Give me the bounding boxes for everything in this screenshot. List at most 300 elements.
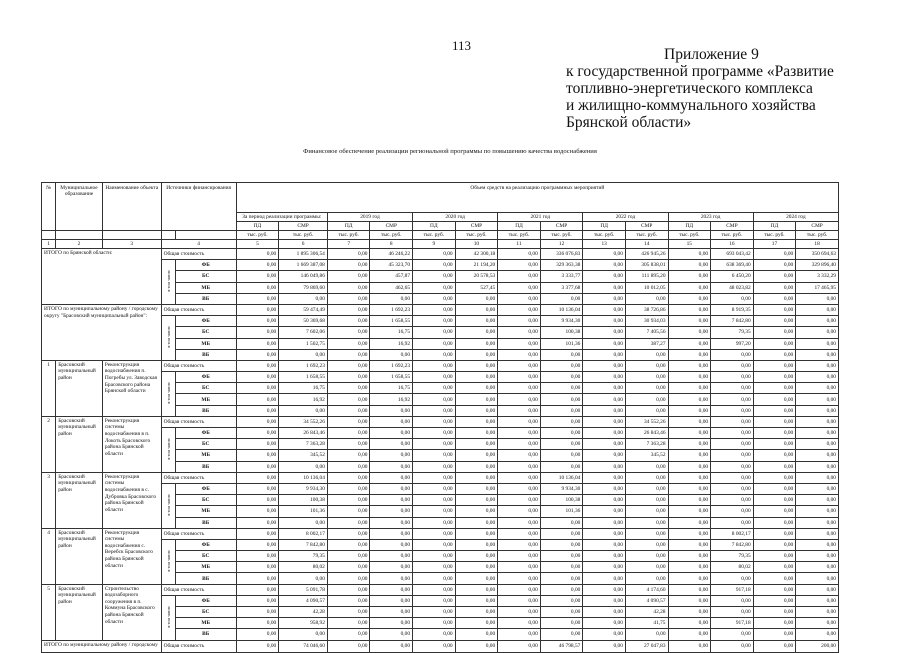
amount-cell: 0,00 bbox=[413, 416, 456, 427]
amount-cell: 0,00 bbox=[753, 372, 796, 383]
amount-cell: 0,00 bbox=[753, 271, 796, 282]
municipality-cell: Брасовский муниципальный район bbox=[56, 416, 103, 472]
amount-cell: 0,00 bbox=[236, 439, 279, 450]
source-total-cell: Общая стоимость bbox=[161, 360, 236, 371]
amount-cell: 0,00 bbox=[327, 461, 370, 472]
amount-cell: 0,00 bbox=[413, 249, 456, 260]
amount-cell: 0,00 bbox=[753, 517, 796, 528]
amount-cell: 0,00 bbox=[413, 483, 456, 494]
amount-cell: 0,00 bbox=[413, 271, 456, 282]
amount-cell: 0,00 bbox=[370, 595, 413, 606]
municipality-cell: Брасовский муниципальный район bbox=[56, 584, 103, 640]
unit-header: тыс. руб. bbox=[668, 231, 711, 240]
amount-cell: 336 076,83 bbox=[540, 249, 583, 260]
amount-cell: 305 838,01 bbox=[625, 260, 668, 271]
amount-cell: 0,00 bbox=[711, 495, 754, 506]
col-object-header: Наименование объекта bbox=[102, 183, 161, 231]
amount-cell: 0,00 bbox=[413, 562, 456, 573]
column-number: 14 bbox=[625, 240, 668, 249]
amount-cell: 0,00 bbox=[236, 461, 279, 472]
amount-cell: 0,00 bbox=[583, 293, 626, 304]
table-row bbox=[42, 416, 839, 427]
column-number: 15 bbox=[668, 240, 711, 249]
amount-cell: 0,00 bbox=[279, 461, 328, 472]
amount-cell: 0,00 bbox=[796, 618, 839, 629]
amount-cell: 0,00 bbox=[625, 461, 668, 472]
page-number: 113 bbox=[452, 38, 472, 53]
source-cell: МБ bbox=[175, 618, 236, 629]
including-label bbox=[161, 372, 175, 417]
amount-cell: 0,00 bbox=[540, 372, 583, 383]
column-number: 8 bbox=[370, 240, 413, 249]
amount-cell: 0,00 bbox=[540, 551, 583, 562]
amount-cell: 0,00 bbox=[327, 439, 370, 450]
amount-cell: 0,00 bbox=[753, 327, 796, 338]
including-text: в том числе bbox=[165, 549, 171, 572]
amount-cell: 0,00 bbox=[668, 629, 711, 640]
table-header bbox=[42, 183, 839, 249]
amount-cell: 0,00 bbox=[583, 428, 626, 439]
amount-cell: 0,00 bbox=[370, 428, 413, 439]
amount-cell: 0,00 bbox=[583, 282, 626, 293]
amount-cell: 0,00 bbox=[540, 618, 583, 629]
amount-cell: 0,00 bbox=[498, 282, 541, 293]
amount-cell: 38 726,86 bbox=[625, 304, 668, 315]
table-row bbox=[42, 595, 839, 606]
amount-cell: 7 602,06 bbox=[279, 327, 328, 338]
amount-cell: 0,00 bbox=[583, 595, 626, 606]
amount-cell: 0,00 bbox=[413, 629, 456, 640]
amount-cell: 0,00 bbox=[498, 640, 541, 652]
amount-cell: 0,00 bbox=[455, 584, 498, 595]
amount-cell: 0,00 bbox=[668, 539, 711, 550]
amount-cell: 0,00 bbox=[583, 327, 626, 338]
amount-cell: 0,00 bbox=[668, 260, 711, 271]
source-cell: ФБ bbox=[175, 372, 236, 383]
amount-cell: 329 896,40 bbox=[796, 260, 839, 271]
amount-cell: 8 002,17 bbox=[711, 528, 754, 539]
amount-cell: 0,00 bbox=[455, 472, 498, 483]
municipality-cell: Брасовский муниципальный район bbox=[56, 528, 103, 584]
amount-cell: 100,38 bbox=[540, 495, 583, 506]
amount-cell: 0,00 bbox=[668, 551, 711, 562]
amount-cell: 7 363,28 bbox=[279, 439, 328, 450]
amount-cell: 0,00 bbox=[498, 595, 541, 606]
including-text: в том числе bbox=[165, 270, 171, 292]
col-num-header: № bbox=[42, 183, 56, 231]
amount-cell: 0,00 bbox=[583, 349, 626, 360]
amount-cell: 0,00 bbox=[327, 573, 370, 584]
amount-cell: 0,00 bbox=[455, 360, 498, 371]
amount-cell: 0,00 bbox=[498, 405, 541, 416]
amount-cell: 0,00 bbox=[498, 551, 541, 562]
amount-cell: 9 934,30 bbox=[540, 483, 583, 494]
table-row bbox=[42, 539, 839, 550]
including-label bbox=[161, 260, 175, 305]
amount-cell: 0,00 bbox=[498, 539, 541, 550]
amount-cell: 0,00 bbox=[236, 584, 279, 595]
amount-cell: 0,00 bbox=[625, 562, 668, 573]
amount-cell: 0,00 bbox=[583, 539, 626, 550]
amount-cell: 0,00 bbox=[711, 372, 754, 383]
amount-cell: 0,00 bbox=[370, 618, 413, 629]
amount-cell: 457,87 bbox=[370, 271, 413, 282]
amount-cell: 0,00 bbox=[327, 360, 370, 371]
blank-header-cell bbox=[161, 231, 175, 240]
column-number: 12 bbox=[540, 240, 583, 249]
unit-header: тыс. руб. bbox=[498, 231, 541, 240]
amount-cell: 0,00 bbox=[540, 528, 583, 539]
amount-cell: 0,00 bbox=[498, 260, 541, 271]
amount-cell: 10 136,04 bbox=[279, 472, 328, 483]
object-cell: Строительство водозаборного сооружения в п. Коммуна Брасовского района Брянской области bbox=[102, 584, 161, 640]
amount-cell: 0,00 bbox=[711, 428, 754, 439]
amount-cell: 0,00 bbox=[753, 428, 796, 439]
amount-cell: 6 450,20 bbox=[711, 271, 754, 282]
amount-cell: 0,00 bbox=[540, 461, 583, 472]
amount-cell: 0,00 bbox=[668, 249, 711, 260]
amount-cell: 0,00 bbox=[327, 506, 370, 517]
amount-cell: 0,00 bbox=[455, 461, 498, 472]
amount-cell: 0,00 bbox=[327, 249, 370, 260]
amount-cell: 0,00 bbox=[540, 595, 583, 606]
amount-cell: 0,00 bbox=[236, 640, 279, 652]
amount-cell: 0,00 bbox=[498, 517, 541, 528]
amount-cell: 16,75 bbox=[370, 327, 413, 338]
source-cell: БС bbox=[175, 551, 236, 562]
amount-cell: 4 090,57 bbox=[279, 595, 328, 606]
amount-cell: 0,00 bbox=[236, 483, 279, 494]
amount-cell: 0,00 bbox=[583, 607, 626, 618]
amount-cell: 0,00 bbox=[583, 439, 626, 450]
amount-cell: 0,00 bbox=[236, 293, 279, 304]
pd-header: ПД bbox=[753, 222, 796, 231]
year-header: 2021 год bbox=[498, 213, 583, 222]
amount-cell: 0,00 bbox=[625, 573, 668, 584]
amount-cell: 0,00 bbox=[711, 595, 754, 606]
amount-cell: 16,92 bbox=[279, 394, 328, 405]
group-total-label: ИТОГО по муниципальному району / городскому bbox=[42, 640, 162, 652]
amount-cell: 79,35 bbox=[711, 551, 754, 562]
amount-cell: 1 502,75 bbox=[279, 338, 328, 349]
amount-cell: 958,92 bbox=[279, 618, 328, 629]
amount-cell: 7 405,56 bbox=[625, 327, 668, 338]
amount-cell: 0,00 bbox=[668, 360, 711, 371]
amount-cell: 0,00 bbox=[455, 293, 498, 304]
amount-cell: 0,00 bbox=[236, 495, 279, 506]
amount-cell: 0,00 bbox=[327, 338, 370, 349]
amount-cell: 0,00 bbox=[236, 338, 279, 349]
amount-cell: 0,00 bbox=[236, 562, 279, 573]
amount-cell: 0,00 bbox=[279, 405, 328, 416]
unit-header: тыс. руб. bbox=[413, 231, 456, 240]
amount-cell: 0,00 bbox=[236, 595, 279, 606]
source-cell: БС bbox=[175, 327, 236, 338]
row-number: 2 bbox=[42, 416, 56, 472]
amount-cell: 0,00 bbox=[413, 506, 456, 517]
amount-cell: 0,00 bbox=[540, 584, 583, 595]
source-cell: ВБ bbox=[175, 573, 236, 584]
table-row bbox=[42, 640, 839, 652]
amount-cell: 0,00 bbox=[540, 428, 583, 439]
amount-cell: 350 694,63 bbox=[796, 249, 839, 260]
amount-cell: 0,00 bbox=[668, 483, 711, 494]
including-label bbox=[161, 428, 175, 473]
amount-cell: 0,00 bbox=[498, 372, 541, 383]
amount-cell: 0,00 bbox=[370, 562, 413, 573]
table-row bbox=[42, 472, 839, 483]
amount-cell: 0,00 bbox=[796, 629, 839, 640]
amount-cell: 0,00 bbox=[583, 517, 626, 528]
amount-cell: 0,00 bbox=[796, 562, 839, 573]
amount-cell: 0,00 bbox=[583, 551, 626, 562]
unit-header: тыс. руб. bbox=[279, 231, 328, 240]
source-cell: ФБ bbox=[175, 595, 236, 606]
amount-cell: 7 842,80 bbox=[279, 539, 328, 550]
amount-cell: 10 012,05 bbox=[625, 282, 668, 293]
amount-cell: 34 552,26 bbox=[279, 416, 328, 427]
source-cell: МБ bbox=[175, 450, 236, 461]
amount-cell: 0,00 bbox=[668, 618, 711, 629]
amount-cell: 4 090,57 bbox=[625, 595, 668, 606]
smr-header: СМР bbox=[540, 222, 583, 231]
amount-cell: 0,00 bbox=[625, 472, 668, 483]
amount-cell: 0,00 bbox=[711, 607, 754, 618]
amount-cell: 0,00 bbox=[455, 539, 498, 550]
amount-cell: 0,00 bbox=[236, 249, 279, 260]
source-cell: БС bbox=[175, 383, 236, 394]
amount-cell: 0,00 bbox=[327, 450, 370, 461]
amount-cell: 0,00 bbox=[413, 372, 456, 383]
amount-cell: 345,52 bbox=[625, 450, 668, 461]
amount-cell: 0,00 bbox=[668, 461, 711, 472]
amount-cell: 9 934,30 bbox=[279, 483, 328, 494]
amount-cell: 0,00 bbox=[668, 383, 711, 394]
column-number: 17 bbox=[753, 240, 796, 249]
amount-cell: 0,00 bbox=[455, 439, 498, 450]
source-total-cell: Общая стоимость bbox=[161, 528, 236, 539]
amount-cell: 0,00 bbox=[753, 405, 796, 416]
amount-cell: 0,00 bbox=[668, 304, 711, 315]
amount-cell: 0,00 bbox=[796, 483, 839, 494]
amount-cell: 0,00 bbox=[455, 573, 498, 584]
appendix-line: топливно-энергетического комплекса bbox=[566, 80, 813, 97]
appendix-line: Брянской области» bbox=[566, 114, 692, 131]
source-cell: ФБ bbox=[175, 539, 236, 550]
amount-cell: 0,00 bbox=[327, 629, 370, 640]
amount-cell: 0,00 bbox=[796, 461, 839, 472]
col-sources-header: Источники финансирования bbox=[161, 183, 236, 231]
amount-cell: 0,00 bbox=[370, 416, 413, 427]
amount-cell: 0,00 bbox=[753, 293, 796, 304]
amount-cell: 0,00 bbox=[796, 372, 839, 383]
amount-cell: 0,00 bbox=[583, 562, 626, 573]
amount-cell: 0,00 bbox=[498, 483, 541, 494]
amount-cell: 41,75 bbox=[625, 618, 668, 629]
column-number: 11 bbox=[498, 240, 541, 249]
amount-cell: 0,00 bbox=[753, 629, 796, 640]
amount-cell: 0,00 bbox=[413, 618, 456, 629]
amount-cell: 0,00 bbox=[413, 293, 456, 304]
amount-cell: 0,00 bbox=[236, 506, 279, 517]
table-row bbox=[42, 428, 839, 439]
including-text: в том числе bbox=[165, 438, 171, 460]
municipality-cell: Брасовский муниципальный район bbox=[56, 360, 103, 416]
amount-cell: 0,00 bbox=[711, 450, 754, 461]
amount-cell: 0,00 bbox=[583, 260, 626, 271]
amount-cell: 0,00 bbox=[625, 293, 668, 304]
amount-cell: 0,00 bbox=[455, 528, 498, 539]
source-cell: ФБ bbox=[175, 483, 236, 494]
amount-cell: 0,00 bbox=[711, 360, 754, 371]
amount-cell: 0,00 bbox=[540, 416, 583, 427]
amount-cell: 200,00 bbox=[796, 640, 839, 652]
source-cell: БС bbox=[175, 495, 236, 506]
amount-cell: 1 692,23 bbox=[279, 360, 328, 371]
amount-cell: 0,00 bbox=[540, 629, 583, 640]
amount-cell: 0,00 bbox=[711, 517, 754, 528]
amount-cell: 0,00 bbox=[796, 327, 839, 338]
amount-cell: 0,00 bbox=[583, 472, 626, 483]
amount-cell: 101,36 bbox=[540, 506, 583, 517]
source-cell: ФБ bbox=[175, 316, 236, 327]
amount-cell: 0,00 bbox=[236, 539, 279, 550]
amount-cell: 3 333,77 bbox=[540, 271, 583, 282]
amount-cell: 0,00 bbox=[327, 551, 370, 562]
amount-cell: 0,00 bbox=[236, 607, 279, 618]
amount-cell: 42,28 bbox=[625, 607, 668, 618]
amount-cell: 0,00 bbox=[236, 383, 279, 394]
amount-cell: 0,00 bbox=[455, 517, 498, 528]
object-cell: Реконструкция системы водоснабжения в п. Локоть Брасовского района Брянской области bbox=[102, 416, 161, 472]
amount-cell: 16,75 bbox=[279, 383, 328, 394]
smr-header: СМР bbox=[370, 222, 413, 231]
amount-cell: 0,00 bbox=[583, 304, 626, 315]
column-number: 16 bbox=[711, 240, 754, 249]
table-body bbox=[42, 249, 839, 653]
amount-cell: 0,00 bbox=[796, 405, 839, 416]
amount-cell: 0,00 bbox=[498, 360, 541, 371]
amount-cell: 16,92 bbox=[370, 338, 413, 349]
source-cell: БС bbox=[175, 439, 236, 450]
amount-cell: 0,00 bbox=[583, 450, 626, 461]
amount-cell: 0,00 bbox=[498, 562, 541, 573]
amount-cell: 0,00 bbox=[796, 607, 839, 618]
amount-cell: 0,00 bbox=[327, 618, 370, 629]
amount-cell: 0,00 bbox=[753, 249, 796, 260]
amount-cell: 0,00 bbox=[668, 573, 711, 584]
amount-cell: 42,28 bbox=[279, 607, 328, 618]
pd-header: ПД bbox=[413, 222, 456, 231]
amount-cell: 0,00 bbox=[236, 472, 279, 483]
amount-cell: 0,00 bbox=[236, 304, 279, 315]
amount-cell: 0,00 bbox=[711, 640, 754, 652]
amount-cell: 80,02 bbox=[711, 562, 754, 573]
amount-cell: 101,36 bbox=[279, 506, 328, 517]
amount-cell: 16,92 bbox=[370, 394, 413, 405]
amount-cell: 0,00 bbox=[327, 394, 370, 405]
amount-cell: 0,00 bbox=[413, 428, 456, 439]
table-row bbox=[42, 249, 839, 260]
column-number: 10 bbox=[455, 240, 498, 249]
amount-cell: 0,00 bbox=[413, 316, 456, 327]
source-cell: БС bbox=[175, 607, 236, 618]
year-header: 2019 год bbox=[327, 213, 412, 222]
unit-header: тыс. руб. bbox=[711, 231, 754, 240]
amount-cell: 0,00 bbox=[236, 282, 279, 293]
amount-cell: 0,00 bbox=[796, 316, 839, 327]
amount-cell: 0,00 bbox=[711, 293, 754, 304]
amount-cell: 10 136,04 bbox=[540, 472, 583, 483]
smr-header: СМР bbox=[625, 222, 668, 231]
amount-cell: 0,00 bbox=[796, 383, 839, 394]
amount-cell: 0,00 bbox=[327, 304, 370, 315]
amount-cell: 0,00 bbox=[413, 383, 456, 394]
amount-cell: 0,00 bbox=[625, 517, 668, 528]
year-header: 2020 год bbox=[413, 213, 498, 222]
amount-cell: 0,00 bbox=[583, 316, 626, 327]
row-number: 1 bbox=[42, 360, 56, 416]
source-cell: ФБ bbox=[175, 260, 236, 271]
amount-cell: 0,00 bbox=[498, 271, 541, 282]
amount-cell: 111 895,20 bbox=[625, 271, 668, 282]
amount-cell: 3 332,29 bbox=[796, 271, 839, 282]
amount-cell: 0,00 bbox=[370, 539, 413, 550]
amount-cell: 0,00 bbox=[498, 607, 541, 618]
amount-cell: 0,00 bbox=[753, 282, 796, 293]
amount-cell: 0,00 bbox=[327, 495, 370, 506]
amount-cell: 0,00 bbox=[796, 416, 839, 427]
amount-cell: 0,00 bbox=[753, 472, 796, 483]
municipality-cell: Брасовский муниципальный район bbox=[56, 472, 103, 528]
unit-header: тыс. руб. bbox=[327, 231, 370, 240]
amount-cell: 0,00 bbox=[455, 416, 498, 427]
amount-cell: 0,00 bbox=[753, 573, 796, 584]
table-row bbox=[42, 304, 839, 315]
amount-cell: 0,00 bbox=[413, 439, 456, 450]
financing-table-wrapper bbox=[41, 182, 839, 653]
year-header: 2024 год bbox=[753, 213, 838, 222]
amount-cell: 0,00 bbox=[796, 338, 839, 349]
table-row bbox=[42, 528, 839, 539]
amount-cell: 0,00 bbox=[796, 584, 839, 595]
object-cell: Реконструкция системы водоснабжения с. Веребск Брасовского района Брянской области bbox=[102, 528, 161, 584]
amount-cell: 101,36 bbox=[540, 338, 583, 349]
amount-cell: 0,00 bbox=[236, 573, 279, 584]
volume-header: Объем средств на реализацию программных мероприятий bbox=[236, 183, 838, 213]
amount-cell: 0,00 bbox=[753, 360, 796, 371]
amount-cell: 0,00 bbox=[583, 618, 626, 629]
appendix-title: Приложение 9 bbox=[664, 46, 759, 63]
amount-cell: 0,00 bbox=[327, 293, 370, 304]
amount-cell: 0,00 bbox=[753, 304, 796, 315]
amount-cell: 0,00 bbox=[668, 349, 711, 360]
amount-cell: 79,35 bbox=[711, 327, 754, 338]
amount-cell: 0,00 bbox=[455, 483, 498, 494]
amount-cell: 0,00 bbox=[327, 539, 370, 550]
unit-header: тыс. руб. bbox=[370, 231, 413, 240]
amount-cell: 0,00 bbox=[413, 394, 456, 405]
amount-cell: 0,00 bbox=[753, 562, 796, 573]
amount-cell: 0,00 bbox=[796, 304, 839, 315]
amount-cell: 0,00 bbox=[540, 360, 583, 371]
column-number: 1 bbox=[42, 240, 56, 249]
amount-cell: 0,00 bbox=[236, 327, 279, 338]
amount-cell: 0,00 bbox=[711, 573, 754, 584]
pd-header: ПД bbox=[327, 222, 370, 231]
column-numbers-row bbox=[42, 240, 839, 249]
amount-cell: 46 246,22 bbox=[370, 249, 413, 260]
